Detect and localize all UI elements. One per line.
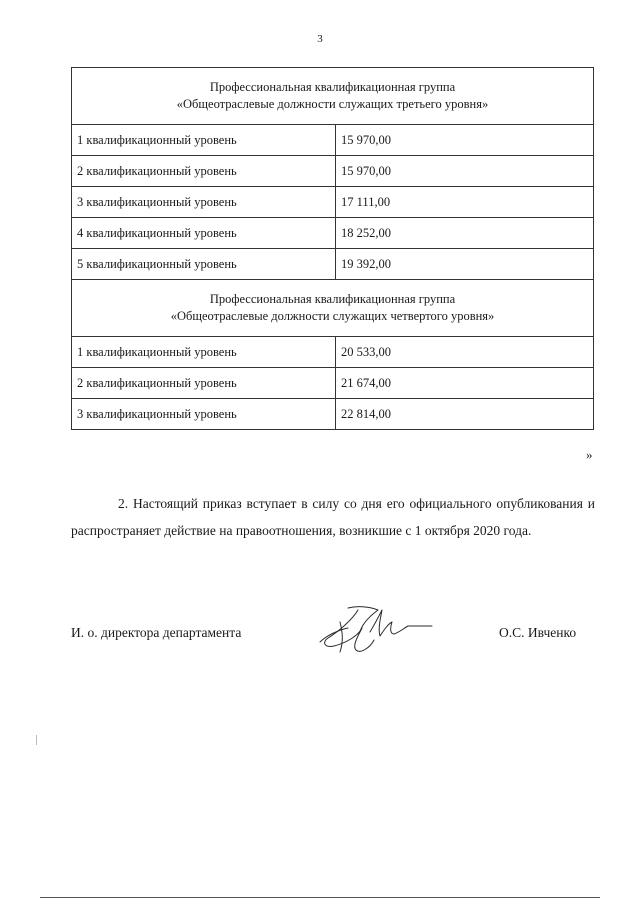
group-title-line1: Профессиональная квалификационная группа [209,80,456,94]
signatory-position: И. о. директора департамента [71,625,242,640]
level-cell: 4 квалификационный уровень [72,218,336,249]
order-paragraph: 2. Настоящий приказ вступает в силу со дня его официального опубликования и распространяет действие на правоотношения, возникшие с 1 октября 2020 года. [71,496,595,538]
table-group-header [72,68,594,125]
salary-table [71,67,594,430]
amount-cell: 21 674,00 [336,368,594,399]
scan-edge-mark [36,735,37,745]
amount-cell: 20 533,00 [336,337,594,368]
level-cell: 1 квалификационный уровень [72,125,336,156]
level-cell: 3 квалификационный уровень [72,187,336,218]
amount-cell: 18 252,00 [336,218,594,249]
amount-cell: 15 970,00 [336,125,594,156]
table-row [72,249,594,280]
level-cell: 3 квалификационный уровень [72,399,336,430]
group-title [72,280,594,337]
bottom-rule [40,897,600,898]
amount-cell: 22 814,00 [336,399,594,430]
table-row [72,156,594,187]
table-row [72,368,594,399]
amount-cell: 17 111,00 [336,187,594,218]
table-row [72,187,594,218]
table-row [72,218,594,249]
handwritten-signature-icon [318,602,436,656]
group-title [72,68,594,125]
signatory-name: О.С. Ивченко [499,625,577,640]
group-title-line1: Профессиональная квалификационная группа [209,292,456,306]
group-title-line2: «Общеотраслевые должности служащих третьего уровня» [176,97,489,111]
table-row [72,399,594,430]
table-row [72,337,594,368]
group-title-line2: «Общеотраслевые должности служащих четвертого уровня» [170,309,495,323]
level-cell: 5 квалификационный уровень [72,249,336,280]
table-group-header [72,280,594,337]
level-cell: 2 квалификационный уровень [72,156,336,187]
amount-cell: 19 392,00 [336,249,594,280]
level-cell: 1 квалификационный уровень [72,337,336,368]
level-cell: 2 квалификационный уровень [72,368,336,399]
table-row [72,125,594,156]
closing-quote: » [586,447,593,462]
page-number: 3 [317,33,323,45]
amount-cell: 15 970,00 [336,156,594,187]
